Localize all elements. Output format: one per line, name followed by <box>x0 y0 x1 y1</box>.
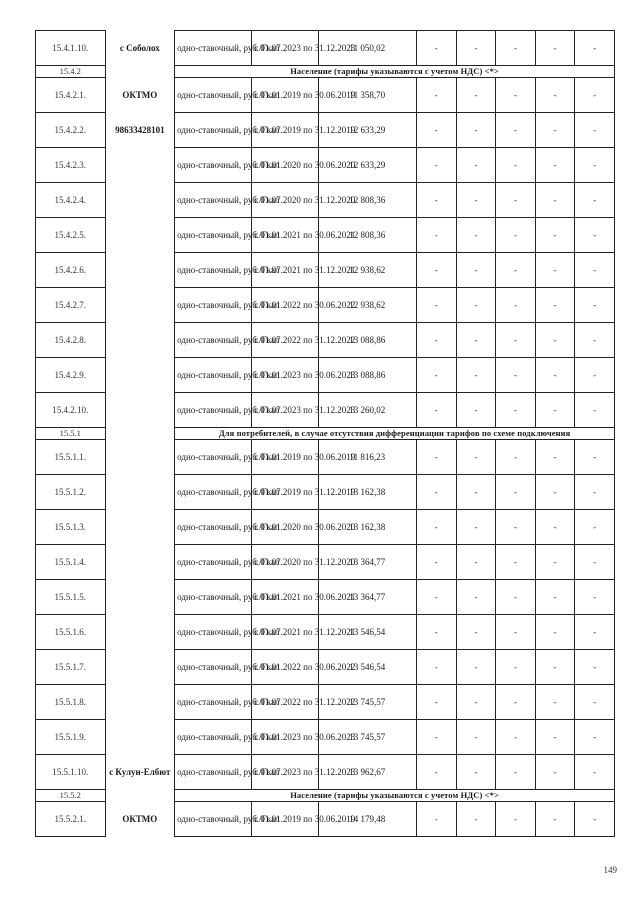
rate-type: одно-ставочный, руб./Гкал <box>175 755 252 790</box>
row-number: 15.4.2.4. <box>36 183 106 218</box>
empty-dash: - <box>535 510 575 545</box>
empty-dash: - <box>535 650 575 685</box>
empty-dash: - <box>535 78 575 113</box>
rate-type: одно-ставочный, руб./Гкал <box>175 218 252 253</box>
table-row <box>36 615 615 650</box>
rate-type: одно-ставочный, руб./Гкал <box>175 580 252 615</box>
empty-dash: - <box>575 218 615 253</box>
section-header-row <box>36 790 615 802</box>
empty-dash: - <box>496 615 536 650</box>
table-row <box>36 720 615 755</box>
empty-dash: - <box>535 183 575 218</box>
empty-dash: - <box>575 685 615 720</box>
empty-dash: - <box>535 755 575 790</box>
tariff-value: 14 179,48 <box>318 802 416 837</box>
empty-dash: - <box>535 288 575 323</box>
validity-period: с 01.07.2023 по 31.12.2023 <box>252 31 318 66</box>
tariff-value: 13 546,54 <box>318 650 416 685</box>
empty-dash: - <box>456 31 496 66</box>
rate-type: одно-ставочный, руб./Гкал <box>175 615 252 650</box>
empty-dash: - <box>456 545 496 580</box>
table-row <box>36 148 615 183</box>
location-label <box>105 685 175 720</box>
section-code: 15.4.2 <box>36 66 106 78</box>
rate-type: одно-ставочный, руб./Гкал <box>175 113 252 148</box>
empty-dash: - <box>575 148 615 183</box>
validity-period: с 01.07.2023 по 31.12.2023 <box>252 755 318 790</box>
tariff-value: 11 050,02 <box>318 31 416 66</box>
empty-dash: - <box>496 78 536 113</box>
table-row <box>36 440 615 475</box>
rate-type: одно-ставочный, руб./Гкал <box>175 720 252 755</box>
rate-type: одно-ставочный, руб./Гкал <box>175 288 252 323</box>
section-code: 15.5.1 <box>36 428 106 440</box>
empty-dash: - <box>496 183 536 218</box>
rate-type: одно-ставочный, руб./Гкал <box>175 253 252 288</box>
section-code: 15.5.2 <box>36 790 106 802</box>
empty-dash: - <box>535 685 575 720</box>
empty-dash: - <box>456 148 496 183</box>
table-row <box>36 475 615 510</box>
validity-period: с 01.01.2023 по 30.06.2023 <box>252 720 318 755</box>
validity-period: с 01.07.2019 по 31.12.2019 <box>252 475 318 510</box>
tariff-value: 12 808,36 <box>318 218 416 253</box>
empty-dash: - <box>496 802 536 837</box>
validity-period: с 01.07.2023 по 31.12.2023 <box>252 393 318 428</box>
row-number: 15.5.1.10. <box>36 755 106 790</box>
tariff-value: 13 162,38 <box>318 475 416 510</box>
empty-dash: - <box>456 685 496 720</box>
empty-dash: - <box>416 358 456 393</box>
empty-dash: - <box>575 440 615 475</box>
empty-dash: - <box>456 650 496 685</box>
tariff-value: 13 088,86 <box>318 358 416 393</box>
page-number: 149 <box>603 865 617 875</box>
empty-dash: - <box>416 183 456 218</box>
empty-dash: - <box>496 218 536 253</box>
location-label: с Соболох <box>119 42 160 53</box>
empty-dash: - <box>456 288 496 323</box>
validity-period: с 01.01.2022 по 30.06.2022 <box>252 288 318 323</box>
rate-type: одно-ставочный, руб./Гкал <box>175 650 252 685</box>
validity-period: с 01.07.2021 по 31.12.2021 <box>252 253 318 288</box>
tariff-value: 12 633,29 <box>318 113 416 148</box>
location-label <box>105 148 175 183</box>
tariff-value: 13 088,86 <box>318 323 416 358</box>
empty-dash: - <box>456 393 496 428</box>
rate-type: одно-ставочный, руб./Гкал <box>175 545 252 580</box>
validity-period: с 01.01.2023 по 30.06.2023 <box>252 358 318 393</box>
empty-dash: - <box>416 720 456 755</box>
row-number: 15.5.1.7. <box>36 650 106 685</box>
empty-dash: - <box>416 148 456 183</box>
empty-dash: - <box>535 615 575 650</box>
table-row <box>36 253 615 288</box>
row-number: 15.4.1.10. <box>36 31 106 66</box>
location-label <box>105 393 175 428</box>
empty-dash: - <box>535 113 575 148</box>
empty-dash: - <box>456 510 496 545</box>
location-label <box>105 323 175 358</box>
empty-dash: - <box>416 510 456 545</box>
validity-period: с 01.07.2020 по 31.12.2020 <box>252 545 318 580</box>
tariff-value: 13 745,57 <box>318 685 416 720</box>
validity-period: с 01.07.2019 по 31.12.2019 <box>252 113 318 148</box>
empty-dash: - <box>416 31 456 66</box>
empty-dash: - <box>496 148 536 183</box>
section-header-row <box>36 66 615 78</box>
empty-dash: - <box>535 545 575 580</box>
validity-period: с 01.01.2021 по 30.06.2021 <box>252 580 318 615</box>
location-label <box>105 218 175 253</box>
rate-type: одно-ставочный, руб./Гкал <box>175 393 252 428</box>
location-label <box>105 545 175 580</box>
empty-dash: - <box>575 31 615 66</box>
validity-period: с 01.01.2019 по 30.06.2019 <box>252 78 318 113</box>
empty-dash: - <box>575 802 615 837</box>
row-number: 15.4.2.2. <box>36 113 106 148</box>
rate-type: одно-ставочный, руб./Гкал <box>175 78 252 113</box>
tariff-value: 11 358,70 <box>318 78 416 113</box>
row-number: 15.5.1.1. <box>36 440 106 475</box>
table-row <box>36 510 615 545</box>
validity-period: с 01.01.2022 по 30.06.2022 <box>252 650 318 685</box>
empty-dash: - <box>575 580 615 615</box>
empty-dash: - <box>496 475 536 510</box>
empty-dash: - <box>416 253 456 288</box>
empty-dash: - <box>575 650 615 685</box>
location-label <box>105 183 175 218</box>
validity-period: с 01.07.2022 по 31.12.2022 <box>252 685 318 720</box>
table-row <box>36 545 615 580</box>
empty-dash: - <box>416 615 456 650</box>
empty-dash: - <box>496 113 536 148</box>
empty-dash: - <box>416 650 456 685</box>
empty-dash: - <box>535 31 575 66</box>
empty-dash: - <box>416 545 456 580</box>
tariff-value: 12 633,29 <box>318 148 416 183</box>
empty-dash: - <box>416 323 456 358</box>
tariff-value: 13 364,77 <box>318 580 416 615</box>
empty-dash: - <box>416 218 456 253</box>
row-number: 15.4.2.1. <box>36 78 106 113</box>
row-number: 15.4.2.8. <box>36 323 106 358</box>
empty-dash: - <box>535 358 575 393</box>
empty-dash: - <box>416 802 456 837</box>
table-row <box>36 685 615 720</box>
validity-period: с 01.07.2022 по 31.12.2022 <box>252 323 318 358</box>
empty-dash: - <box>496 253 536 288</box>
empty-dash: - <box>535 393 575 428</box>
empty-dash: - <box>496 685 536 720</box>
rate-type: одно-ставочный, руб./Гкал <box>175 183 252 218</box>
tariff-value: 13 162,38 <box>318 510 416 545</box>
empty-dash: - <box>575 755 615 790</box>
tariff-value: 13 260,02 <box>318 393 416 428</box>
empty-dash: - <box>496 720 536 755</box>
row-number: 15.4.2.3. <box>36 148 106 183</box>
empty-dash: - <box>496 510 536 545</box>
location-spacer <box>105 790 175 802</box>
location-label <box>105 650 175 685</box>
rate-type: одно-ставочный, руб./Гкал <box>175 440 252 475</box>
section-title: Население (тарифы указываются с учетом НДС) <*> <box>175 66 615 78</box>
empty-dash: - <box>456 802 496 837</box>
empty-dash: - <box>496 545 536 580</box>
empty-dash: - <box>535 720 575 755</box>
rate-type: одно-ставочный, руб./Гкал <box>175 358 252 393</box>
tariff-value: 11 816,23 <box>318 440 416 475</box>
location-label <box>105 720 175 755</box>
empty-dash: - <box>535 148 575 183</box>
location-label <box>105 475 175 510</box>
empty-dash: - <box>416 755 456 790</box>
location-spacer <box>105 428 175 440</box>
empty-dash: - <box>575 323 615 358</box>
empty-dash: - <box>535 323 575 358</box>
section-title: Для потребителей, в случае отсутствия дифференциации тарифов по схеме подключения <box>175 428 615 440</box>
tariff-value: 13 745,57 <box>318 720 416 755</box>
validity-period: с 01.07.2021 по 31.12.2021 <box>252 615 318 650</box>
empty-dash: - <box>575 183 615 218</box>
validity-period: с 01.07.2020 по 31.12.2020 <box>252 183 318 218</box>
empty-dash: - <box>496 650 536 685</box>
table-row <box>36 323 615 358</box>
row-number: 15.4.2.7. <box>36 288 106 323</box>
empty-dash: - <box>416 475 456 510</box>
row-number: 15.4.2.5. <box>36 218 106 253</box>
location-label: с Кулун-Елбют <box>109 766 171 777</box>
empty-dash: - <box>575 510 615 545</box>
empty-dash: - <box>456 358 496 393</box>
empty-dash: - <box>575 113 615 148</box>
row-number: 15.5.1.6. <box>36 615 106 650</box>
table-row <box>36 183 615 218</box>
row-number: 15.5.1.3. <box>36 510 106 545</box>
empty-dash: - <box>416 288 456 323</box>
empty-dash: - <box>416 685 456 720</box>
empty-dash: - <box>456 475 496 510</box>
empty-dash: - <box>456 218 496 253</box>
validity-period: с 01.01.2019 по 30.06.2019 <box>252 802 318 837</box>
empty-dash: - <box>535 802 575 837</box>
table-row <box>36 755 615 790</box>
table-row <box>36 113 615 148</box>
empty-dash: - <box>416 113 456 148</box>
empty-dash: - <box>575 545 615 580</box>
location-label: 98633428101 <box>115 124 165 135</box>
tariff-value: 12 808,36 <box>318 183 416 218</box>
empty-dash: - <box>456 755 496 790</box>
table-row <box>36 358 615 393</box>
table-row <box>36 802 615 837</box>
empty-dash: - <box>575 393 615 428</box>
tariff-value: 13 546,54 <box>318 615 416 650</box>
table-row <box>36 78 615 113</box>
table-row <box>36 218 615 253</box>
empty-dash: - <box>496 755 536 790</box>
table-row <box>36 580 615 615</box>
row-number: 15.5.1.9. <box>36 720 106 755</box>
row-number: 15.4.2.10. <box>36 393 106 428</box>
empty-dash: - <box>496 393 536 428</box>
tariff-value: 12 938,62 <box>318 288 416 323</box>
rate-type: одно-ставочный, руб./Гкал <box>175 148 252 183</box>
empty-dash: - <box>416 78 456 113</box>
empty-dash: - <box>416 393 456 428</box>
table-row <box>36 31 615 66</box>
empty-dash: - <box>575 615 615 650</box>
tariff-value: 13 962,67 <box>318 755 416 790</box>
tariff-table <box>35 30 615 837</box>
empty-dash: - <box>496 440 536 475</box>
empty-dash: - <box>496 358 536 393</box>
row-number: 15.5.2.1. <box>36 802 106 837</box>
empty-dash: - <box>535 580 575 615</box>
location-label <box>105 510 175 545</box>
empty-dash: - <box>496 580 536 615</box>
location-label: ОКТМО <box>122 89 158 100</box>
empty-dash: - <box>496 288 536 323</box>
location-label <box>105 253 175 288</box>
validity-period: с 01.01.2020 по 30.06.2020 <box>252 148 318 183</box>
rate-type: одно-ставочный, руб./Гкал <box>175 802 252 837</box>
empty-dash: - <box>456 440 496 475</box>
empty-dash: - <box>496 323 536 358</box>
empty-dash: - <box>575 288 615 323</box>
location-spacer <box>105 66 175 78</box>
empty-dash: - <box>456 78 496 113</box>
row-number: 15.4.2.9. <box>36 358 106 393</box>
rate-type: одно-ставочный, руб./Гкал <box>175 685 252 720</box>
rate-type: одно-ставочный, руб./Гкал <box>175 510 252 545</box>
empty-dash: - <box>416 440 456 475</box>
empty-dash: - <box>535 253 575 288</box>
rate-type: одно-ставочный, руб./Гкал <box>175 323 252 358</box>
empty-dash: - <box>575 358 615 393</box>
empty-dash: - <box>535 440 575 475</box>
rate-type: одно-ставочный, руб./Гкал <box>175 475 252 510</box>
row-number: 15.5.1.2. <box>36 475 106 510</box>
empty-dash: - <box>575 78 615 113</box>
row-number: 15.5.1.4. <box>36 545 106 580</box>
location-label <box>105 615 175 650</box>
empty-dash: - <box>535 218 575 253</box>
empty-dash: - <box>456 113 496 148</box>
empty-dash: - <box>496 31 536 66</box>
location-label <box>105 440 175 475</box>
empty-dash: - <box>456 720 496 755</box>
empty-dash: - <box>575 253 615 288</box>
empty-dash: - <box>416 580 456 615</box>
validity-period: с 01.01.2021 по 30.06.2021 <box>252 218 318 253</box>
section-header-row <box>36 428 615 440</box>
empty-dash: - <box>456 183 496 218</box>
empty-dash: - <box>575 475 615 510</box>
row-number: 15.5.1.8. <box>36 685 106 720</box>
location-label: ОКТМО <box>122 813 158 824</box>
location-label <box>105 580 175 615</box>
table-row <box>36 393 615 428</box>
location-label <box>105 358 175 393</box>
empty-dash: - <box>456 253 496 288</box>
tariff-value: 13 364,77 <box>318 545 416 580</box>
table-row <box>36 650 615 685</box>
tariff-value: 12 938,62 <box>318 253 416 288</box>
empty-dash: - <box>456 323 496 358</box>
validity-period: с 01.01.2019 по 30.06.2019 <box>252 440 318 475</box>
empty-dash: - <box>456 615 496 650</box>
empty-dash: - <box>535 475 575 510</box>
row-number: 15.5.1.5. <box>36 580 106 615</box>
validity-period: с 01.01.2020 по 30.06.2020 <box>252 510 318 545</box>
empty-dash: - <box>575 720 615 755</box>
empty-dash: - <box>456 580 496 615</box>
table-row <box>36 288 615 323</box>
section-title: Население (тарифы указываются с учетом НДС) <*> <box>175 790 615 802</box>
location-label <box>105 288 175 323</box>
row-number: 15.4.2.6. <box>36 253 106 288</box>
rate-type: одно-ставочный, руб./Гкал <box>175 31 252 66</box>
